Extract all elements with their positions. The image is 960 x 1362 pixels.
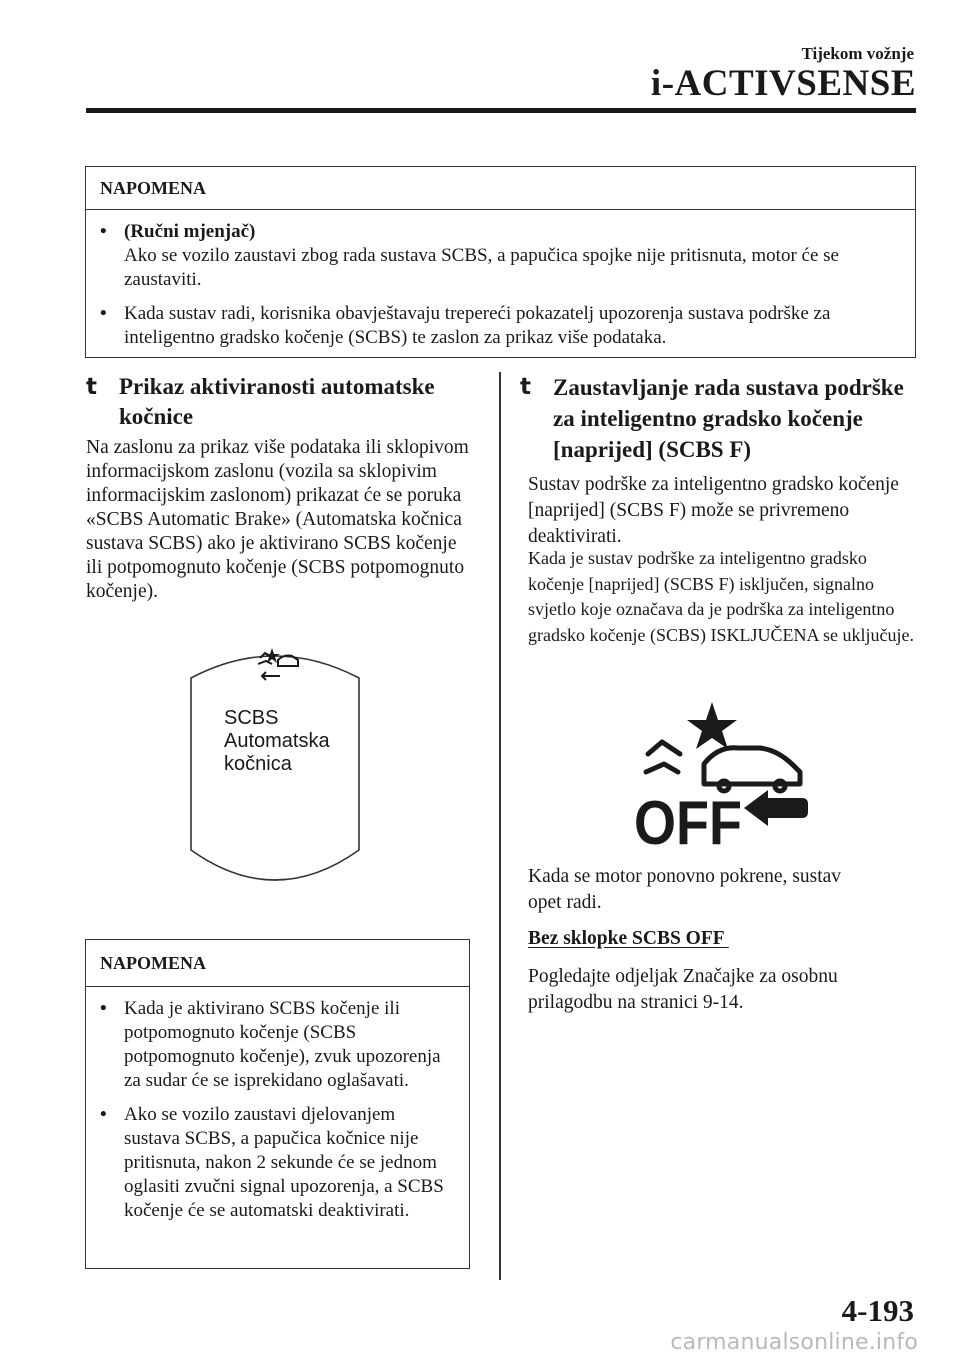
display-line-2: Automatska (224, 730, 330, 752)
right-paragraph-3: Kada se motor ponovno pokrene, sustav opet radi. (528, 866, 842, 913)
heading-text: Zaustavljanje rada sustava podrške za inteligentno gradsko kočenje [naprijed] (SCBS F) (553, 375, 904, 462)
left-section-heading (86, 372, 476, 432)
note-bullet (100, 1103, 455, 1223)
display-line-3: kočnica (224, 753, 292, 775)
bullet-text: Kada sustav radi, korisnika obavještavaju trepereći pokazatelj upozorenja sustava podrške za inteligentno gradsko kočenje (SCBS) te zaslon za prikaz više podataka. (124, 303, 831, 348)
display-message (224, 707, 354, 776)
note-title: NAPOMENA (86, 167, 915, 210)
column-divider (499, 372, 501, 1280)
scbs-warning-icon (252, 646, 304, 682)
bullet-icon: • (100, 998, 107, 1019)
right-paragraph-4: Pogledajte odjeljak Značajke za osobnu prilagodbu na stranici 9-14. (528, 966, 838, 1013)
scbs-off-indicator-icon (626, 698, 818, 848)
note-bullet (100, 220, 901, 292)
page-number: 4-193 (841, 1293, 914, 1328)
bullet-icon: • (100, 221, 107, 242)
bullet-icon: • (100, 303, 107, 324)
note-bullet (100, 302, 901, 350)
header-rule (86, 108, 916, 113)
note-box-top (85, 166, 916, 358)
left-paragraph: Na zaslonu za prikaz više podataka ili sklopivom informacijskom zaslonu (vozila sa sklopivim informacijskim zaslonom) prikazat će se poruka «SCBS Automatic Brake» (Automatska kočnica sustava SCBS) ako je aktivirano SCBS kočenje ili potpomognuto kočenje (SCBS potpomognuto kočenje). (86, 437, 469, 602)
right-section-heading (520, 372, 920, 465)
off-icon-text: OFF (634, 789, 742, 848)
bullet-text: Kada je aktivirano SCBS kočenje ili potpomognuto kočenje (SCBS potpomognuto kočenje), zvuk upozorenja za sudar će se isprekidano oglašavati. (124, 998, 441, 1091)
heading-text: Prikaz aktiviranosti automatske kočnice (119, 374, 435, 429)
right-paragraph-1: Sustav podrške za inteligentno gradsko kočenje [naprijed] (SCBS F) može se privremeno deaktivirati. (528, 474, 899, 547)
right-paragraph-2: Kada je sustav podrške za inteligentno gradsko kočenje [naprijed] (SCBS F) isključen, signalno svjetlo koje označava da je podrška za inteligentno gradsko kočenje (SCBS) ISKLJUČENA se uključuje. (528, 548, 914, 645)
heading-marker: t (520, 374, 531, 400)
section-label: Tijekom vožnje (801, 44, 914, 63)
display-line-1: SCBS (224, 707, 279, 729)
bullet-title: (Ručni mjenjač) (124, 221, 256, 242)
heading-marker: t (86, 374, 97, 400)
bullet-text: Ako se vozilo zaustavi djelovanjem sustava SCBS, a papučica kočnice nije pritisnuta, nakon 2 sekunde će se jednom oglasiti zvučni signal upozorenja, a SCBS kočenje će se automatski deaktivirati. (124, 1104, 444, 1221)
bullet-text: Ako se vozilo zaustavi zbog rada sustava SCBS, a papučica spojke nije pritisnuta, motor će se zaustaviti. (124, 245, 839, 290)
subsection-heading: Bez sklopke SCBS OFF (528, 928, 729, 949)
watermark: carmanualsonline.info (670, 1330, 918, 1355)
note-bullet (100, 997, 455, 1093)
bullet-icon: • (100, 1104, 107, 1125)
chapter-title: i-ACTIVSENSE (650, 63, 916, 104)
note-box-left (85, 939, 470, 1269)
note-title: NAPOMENA (86, 940, 469, 987)
